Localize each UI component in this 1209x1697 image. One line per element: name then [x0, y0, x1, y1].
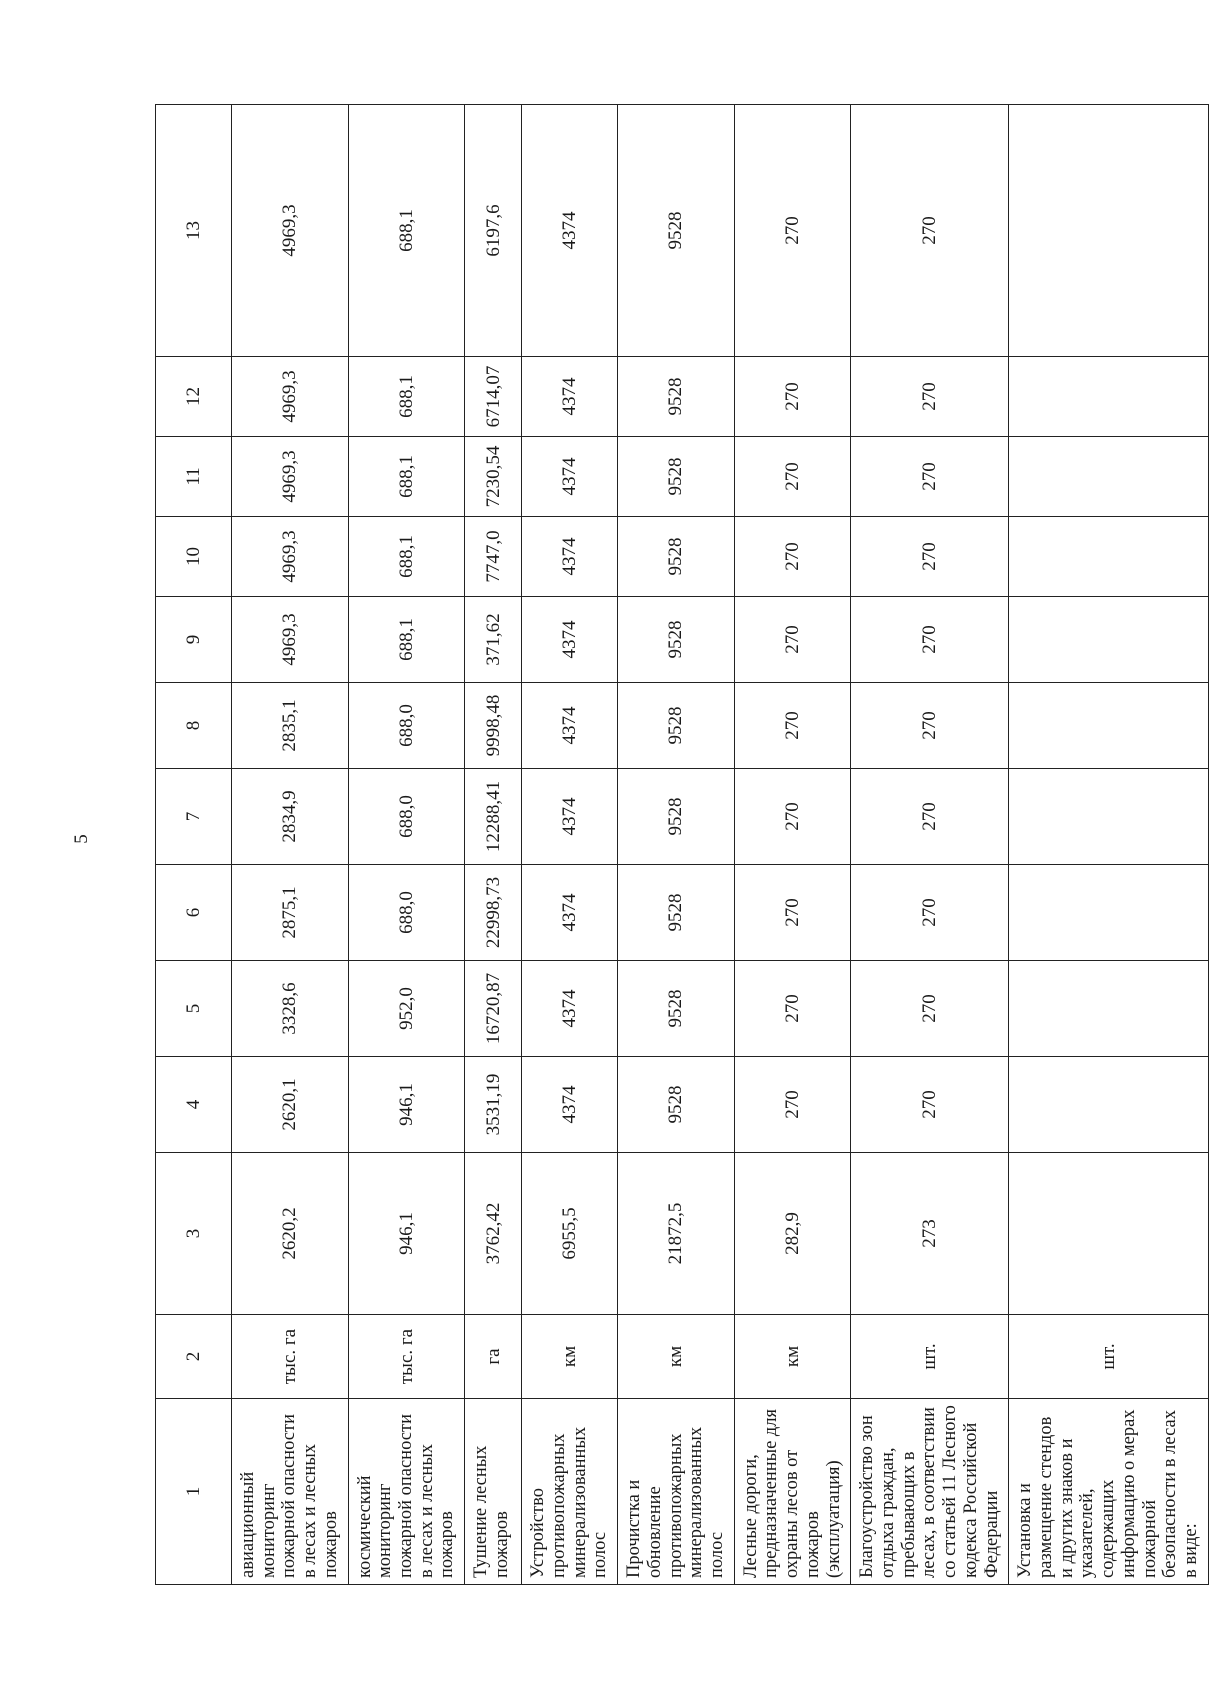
value-cell: [1009, 1153, 1208, 1315]
value-cell: 3531,19: [465, 1057, 522, 1153]
value-cell: 9528: [618, 437, 735, 517]
value-cell: [1009, 961, 1208, 1057]
value-cell: 3762,42: [465, 1153, 522, 1315]
value-cell: 270: [734, 105, 851, 357]
unit-cell: тыс. га: [348, 1315, 465, 1399]
value-cell: 2620,1: [232, 1057, 349, 1153]
table-row: [618, 105, 735, 1585]
value-cell: 4374: [522, 769, 618, 865]
unit-cell: шт.: [1009, 1315, 1208, 1399]
value-cell: 270: [734, 517, 851, 597]
value-cell: 9528: [618, 865, 735, 961]
value-cell: 270: [851, 517, 1009, 597]
value-cell: 946,1: [348, 1153, 465, 1315]
value-cell: 270: [734, 683, 851, 769]
value-cell: [1009, 105, 1208, 357]
value-cell: 270: [734, 1057, 851, 1153]
value-cell: 4374: [522, 1057, 618, 1153]
table-row: [851, 105, 1009, 1585]
value-cell: [1009, 1057, 1208, 1153]
value-cell: 952,0: [348, 961, 465, 1057]
value-cell: 270: [734, 437, 851, 517]
table-row: [1009, 105, 1208, 1585]
table-row: [734, 105, 851, 1585]
unit-cell: км: [734, 1315, 851, 1399]
header-cell: 8: [156, 683, 232, 769]
activity-name-cell: Благоустройство зон отдыха граждан, пребывающих в лесах, в соответствии со статьей 11 Лесного кодекса Российской Федерации: [851, 1399, 1009, 1585]
value-cell: 21872,5: [618, 1153, 735, 1315]
value-cell: 2835,1: [232, 683, 349, 769]
unit-cell: км: [522, 1315, 618, 1399]
value-cell: [1009, 437, 1208, 517]
value-cell: 4374: [522, 357, 618, 437]
value-cell: 9528: [618, 769, 735, 865]
header-cell: 2: [156, 1315, 232, 1399]
header-cell: 1: [156, 1399, 232, 1585]
value-cell: [1009, 769, 1208, 865]
value-cell: 16720,87: [465, 961, 522, 1057]
table-row: [522, 105, 618, 1585]
header-cell: 12: [156, 357, 232, 437]
value-cell: 4969,3: [232, 517, 349, 597]
value-cell: [1009, 683, 1208, 769]
header-cell: 5: [156, 961, 232, 1057]
value-cell: 7747,0: [465, 517, 522, 597]
value-cell: 270: [851, 357, 1009, 437]
activity-name-cell: авиационный мониторинг пожарной опасности в лесах и лесных пожаров: [232, 1399, 349, 1585]
value-cell: 4969,3: [232, 105, 349, 357]
value-cell: 688,1: [348, 437, 465, 517]
value-cell: 4374: [522, 437, 618, 517]
value-cell: 688,0: [348, 683, 465, 769]
activity-name-cell: Лесные дороги, предназначенные для охраны лесов от пожаров (эксплуатация): [734, 1399, 851, 1585]
table-row: [232, 105, 349, 1585]
header-cell: 9: [156, 597, 232, 683]
unit-cell: га: [465, 1315, 522, 1399]
value-cell: 9528: [618, 597, 735, 683]
value-cell: 9528: [618, 517, 735, 597]
value-cell: 4374: [522, 865, 618, 961]
value-cell: 4969,3: [232, 357, 349, 437]
value-cell: 688,1: [348, 357, 465, 437]
value-cell: 270: [851, 105, 1009, 357]
table-row: [348, 105, 465, 1585]
value-cell: 688,0: [348, 769, 465, 865]
header-cell: 13: [156, 105, 232, 357]
value-cell: 270: [734, 357, 851, 437]
value-cell: 282,9: [734, 1153, 851, 1315]
value-cell: 688,0: [348, 865, 465, 961]
value-cell: [1009, 517, 1208, 597]
activity-name-cell: Прочистка и обновление противопожарных минерализованных полос: [618, 1399, 735, 1585]
value-cell: 688,1: [348, 517, 465, 597]
value-cell: 4374: [522, 961, 618, 1057]
value-cell: 9528: [618, 683, 735, 769]
table-row: [465, 105, 522, 1585]
value-cell: 2620,2: [232, 1153, 349, 1315]
activity-name-cell: Тушение лесных пожаров: [465, 1399, 522, 1585]
value-cell: 6714,07: [465, 357, 522, 437]
value-cell: 270: [851, 597, 1009, 683]
header-cell: 11: [156, 437, 232, 517]
value-cell: 4374: [522, 105, 618, 357]
value-cell: 946,1: [348, 1057, 465, 1153]
unit-cell: км: [618, 1315, 735, 1399]
value-cell: 4374: [522, 683, 618, 769]
value-cell: 371,62: [465, 597, 522, 683]
value-cell: 270: [851, 683, 1009, 769]
value-cell: 270: [851, 961, 1009, 1057]
value-cell: 4969,3: [232, 437, 349, 517]
unit-cell: тыс. га: [232, 1315, 349, 1399]
value-cell: 9998,48: [465, 683, 522, 769]
value-cell: 270: [734, 961, 851, 1057]
value-cell: 3328,6: [232, 961, 349, 1057]
activity-name-cell: космический мониторинг пожарной опасности в лесах и лесных пожаров: [348, 1399, 465, 1585]
value-cell: [1009, 357, 1208, 437]
value-cell: 9528: [618, 1057, 735, 1153]
value-cell: [1009, 865, 1208, 961]
value-cell: 2834,9: [232, 769, 349, 865]
value-cell: 9528: [618, 961, 735, 1057]
value-cell: 270: [851, 865, 1009, 961]
value-cell: 4374: [522, 597, 618, 683]
value-cell: 688,1: [348, 105, 465, 357]
value-cell: 688,1: [348, 597, 465, 683]
value-cell: 9528: [618, 357, 735, 437]
header-cell: 6: [156, 865, 232, 961]
forest-fire-table: [155, 104, 1209, 1585]
value-cell: 270: [851, 437, 1009, 517]
value-cell: 9528: [618, 105, 735, 357]
header-cell: 3: [156, 1153, 232, 1315]
value-cell: 273: [851, 1153, 1009, 1315]
header-row: [156, 105, 232, 1585]
page-number: 5: [71, 834, 92, 844]
value-cell: 4969,3: [232, 597, 349, 683]
value-cell: 270: [851, 769, 1009, 865]
table-frame: [155, 105, 1202, 1585]
value-cell: 7230,54: [465, 437, 522, 517]
unit-cell: шт.: [851, 1315, 1009, 1399]
value-cell: 270: [851, 1057, 1009, 1153]
value-cell: 22998,73: [465, 865, 522, 961]
activity-name-cell: Установка и размещение стендов и других знаков и указателей, содержащих информацию о мерах пожарной безопасности в лесах в виде:: [1009, 1399, 1208, 1585]
value-cell: [1009, 597, 1208, 683]
header-cell: 7: [156, 769, 232, 865]
value-cell: 6955,5: [522, 1153, 618, 1315]
value-cell: 270: [734, 769, 851, 865]
value-cell: 12288,41: [465, 769, 522, 865]
value-cell: 6197,6: [465, 105, 522, 357]
value-cell: 270: [734, 865, 851, 961]
value-cell: 270: [734, 597, 851, 683]
activity-name-cell: Устройство противопожарных минерализованных полос: [522, 1399, 618, 1585]
value-cell: 4374: [522, 517, 618, 597]
header-cell: 10: [156, 517, 232, 597]
header-cell: 4: [156, 1057, 232, 1153]
value-cell: 2875,1: [232, 865, 349, 961]
